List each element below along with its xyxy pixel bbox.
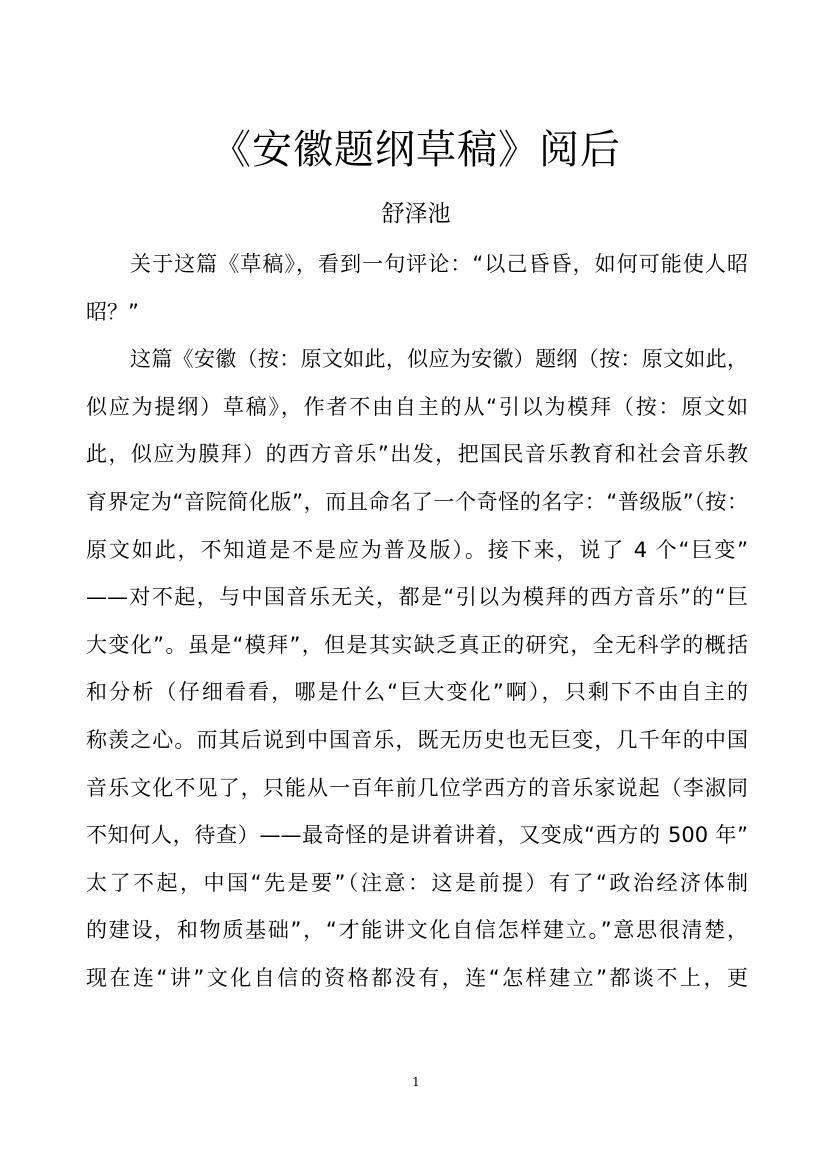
text-line: 称羡之心。而其后说到中国音乐，既无历史也无巨变，几千年的中国 [86,727,748,752]
text-line: 此，似应为膜拜）的西方音乐”出发，把国民音乐教育和社会音乐教 [86,442,748,467]
text-line: 和分析（仔细看看，哪是什么“巨大变化”啊），只剩下不由自主的 [86,680,748,705]
text-line: 关于这篇《草稿》，看到一句评论：“以己昏昏，如何可能使人昭 [130,252,748,276]
text-line: 似应为提纲）草稿》，作者不由自主的从“引以为模拜（按：原文如 [86,394,748,419]
text-line: 现在连“讲”文化自信的资格都没有，连“怎样建立”都谈不上，更 [86,965,748,990]
text-line: 音乐文化不见了，只能从一百年前几位学西方的音乐家说起（李淑同 [86,775,748,800]
text-line: 太了不起，中国“先是要”（注意：这是前提）有了“政治经济体制 [86,870,748,895]
text-line: 昭？” [86,299,139,324]
text-line: 大变化”。虽是“模拜”，但是其实缺乏真正的研究，全无科学的概括 [86,632,748,657]
text-line: 这篇《安徽（按：原文如此，似应为安徽）题纲（按：原文如此， [130,347,748,372]
document-title: 《安徽题纲草稿》阅后 [211,127,621,173]
page-number: 1 [412,1075,420,1089]
author-name: 舒泽池 [381,201,451,227]
text-line: 的建设，和物质基础”，“才能讲文化自信怎样建立。”意思很清楚， [86,918,748,943]
text-line: 育界定为“音院简化版”，而且命名了一个奇怪的名字：“普级版”（按： [86,489,748,514]
text-line: 原文如此，不知道是不是应为普及版）。接下来，说了 4 个“巨变” [86,537,748,562]
text-line: ——对不起，与中国音乐无关，都是“引以为模拜的西方音乐”的“巨 [86,585,748,610]
text-line: 不知何人，待查）——最奇怪的是讲着讲着，又变成“西方的 500 年” [86,823,748,848]
body-text [86,242,748,1004]
